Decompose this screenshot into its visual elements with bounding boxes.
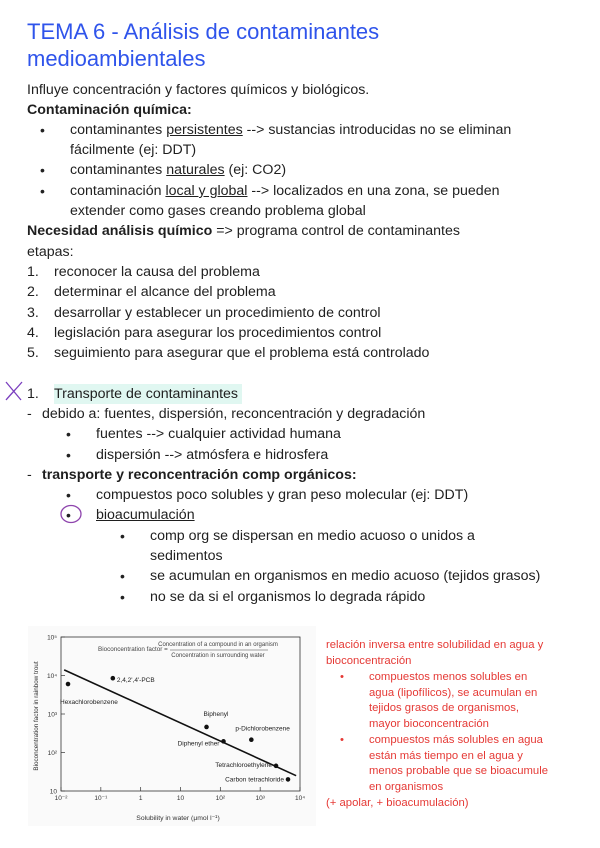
point-label: Biphenyl — [203, 710, 229, 718]
intro-text: Influye concentración y factores químicos y biológicos. — [27, 82, 370, 98]
bullet-dot: • — [66, 507, 71, 523]
point-label: Hexachlorobenzene — [60, 699, 118, 707]
bullet-dot: • — [66, 447, 71, 463]
debido-item-2: dispersión --> atmósfera e hidrosfera — [96, 447, 329, 463]
bullet-dot: • — [120, 528, 125, 544]
y-axis-label: Bioconcentration factor in rainbow trout — [33, 661, 40, 771]
etapas-label: etapas: — [27, 244, 74, 260]
notes-intro-1: relación inversa entre solubilidad en agua y — [326, 639, 544, 651]
quimica-heading: Contaminación química: — [27, 102, 192, 118]
dash-marker: - — [27, 467, 32, 483]
data-point — [221, 739, 226, 744]
page-title-line1: TEMA 6 - Análisis de contaminantes — [27, 19, 380, 44]
quimica-item-3: contaminación local y global --> localizados en una zona, se pueden — [70, 183, 500, 199]
y-tick-label: 10 — [49, 788, 57, 796]
bioacum-item-1-cont: sedimentos — [150, 548, 223, 564]
etapa-item-5: seguimiento para asegurar que el problema está controlado — [54, 345, 430, 361]
notes-b1-l2: agua (lipofílicos), se acumulan en — [369, 687, 538, 699]
bullet-dot: • — [120, 589, 125, 605]
handwritten-x-mark — [3, 379, 25, 403]
notes-footer: (+ apolar, + bioacumulación) — [326, 797, 469, 809]
notes-b1-l3: tejidos grasos de organismos, — [369, 702, 520, 714]
bullet-dot: • — [66, 487, 71, 503]
point-label: Diphenyl ether — [177, 740, 220, 748]
y-tick-label: 10³ — [47, 711, 57, 719]
point-label: 2,4,2',4'-PCB — [116, 677, 155, 685]
etapa-number: 2. — [27, 284, 39, 300]
notes-b1-l4: mayor bioconcentración — [369, 718, 489, 730]
y-tick-label: 10² — [47, 749, 57, 757]
x-axis-label: Solubility in water (μmol l⁻¹) — [136, 815, 220, 822]
data-point — [111, 676, 116, 681]
transporte-item-1: compuestos poco solubles y gran peso molecular (ej: DDT) — [96, 487, 469, 503]
data-point — [249, 737, 254, 742]
dash-marker: - — [27, 406, 32, 422]
x-tick-label: 10⁻¹ — [94, 795, 108, 802]
etapa-item-1: reconocer la causa del problema — [54, 264, 260, 280]
section1-title: Transporte de contaminantes — [54, 384, 242, 404]
etapa-item-4: legislación para asegurar los procedimientos control — [54, 325, 382, 341]
etapa-item-3: desarrollar y establecer un procedimiento de control — [54, 305, 381, 321]
x-tick-label: 10⁴ — [294, 795, 306, 802]
debido-text: debido a: fuentes, dispersión, reconcentración y degradación — [42, 406, 426, 422]
data-point — [66, 682, 71, 687]
page-title-line2: medioambientales — [27, 46, 206, 71]
point-label: p-Dichlorobenzene — [235, 725, 290, 733]
notes-b2-l4: en organismos — [369, 781, 444, 793]
bullet-dot: • — [40, 162, 45, 178]
bullet-dot: • — [66, 426, 71, 442]
notes-intro-2: bioconcentración — [326, 655, 412, 667]
necesidad-line: Necesidad análisis químico => programa control de contaminantes — [27, 223, 460, 239]
etapa-number: 5. — [27, 345, 39, 361]
y-tick-label: 10⁴ — [46, 672, 57, 680]
quimica-item-2: contaminantes naturales (ej: CO2) — [70, 162, 287, 178]
etapa-number: 1. — [27, 264, 39, 280]
x-tick-label: 10² — [215, 795, 226, 802]
data-point — [204, 725, 209, 730]
red-bullet-dot: • — [340, 734, 344, 746]
x-tick-label: 10 — [176, 795, 185, 802]
bioacum-item-3: no se da si el organismos lo degrada rápido — [150, 589, 426, 605]
etapa-item-2: determinar el alcance del problema — [54, 284, 276, 300]
notes-b2-l1: compuestos más solubles en agua — [369, 734, 543, 746]
data-point — [274, 764, 279, 769]
handwritten-circle-mark — [59, 503, 83, 525]
notes-b2-l3: menos probable que se bioacumule — [369, 765, 548, 777]
x-tick-label: 10⁻² — [54, 795, 68, 802]
data-point — [286, 777, 291, 782]
section1-number: 1. — [27, 386, 39, 402]
debido-item-1: fuentes --> cualquier actividad humana — [96, 426, 341, 442]
quimica-item-1: contaminantes persistentes --> sustancias introducidas no se eliminan — [70, 122, 512, 138]
formula-label: Bioconcentration factor = — [98, 646, 168, 653]
quimica-item-3-cont: extender como gases creando problema global — [70, 203, 366, 219]
x-tick-label: 10³ — [255, 795, 265, 802]
formula-denominator: Concentration in surrounding water — [171, 653, 265, 659]
formula-numerator: Concentration of a compound in an organism — [158, 642, 278, 648]
bioacum-item-2: se acumulan en organismos en medio acuoso (tejidos grasos) — [150, 568, 541, 584]
notes-b1-l1: compuestos menos solubles en — [369, 671, 528, 683]
bullet-dot: • — [40, 183, 45, 199]
bullet-dot: • — [40, 122, 45, 138]
point-label: Carbon tetrachloride — [225, 776, 285, 784]
quimica-item-1-cont: fácilmente (ej: DDT) — [70, 142, 197, 158]
transporte-item-2: bioacumulación — [96, 507, 195, 523]
transporte-heading: transporte y reconcentración comp orgánicos: — [42, 467, 357, 483]
etapa-number: 3. — [27, 305, 39, 321]
y-tick-label: 10⁵ — [47, 634, 57, 642]
bullet-dot: • — [120, 568, 125, 584]
notes-b2-l2: están más tiempo en el agua y — [369, 750, 523, 762]
bioacum-item-1: comp org se dispersan en medio acuoso o unidos a — [150, 528, 475, 544]
bioconcentration-chart — [28, 626, 316, 826]
x-tick-label: 1 — [138, 795, 143, 802]
red-bullet-dot: • — [340, 671, 344, 683]
etapa-number: 4. — [27, 325, 39, 341]
point-label: Tetrachloroethylene — [215, 761, 273, 769]
